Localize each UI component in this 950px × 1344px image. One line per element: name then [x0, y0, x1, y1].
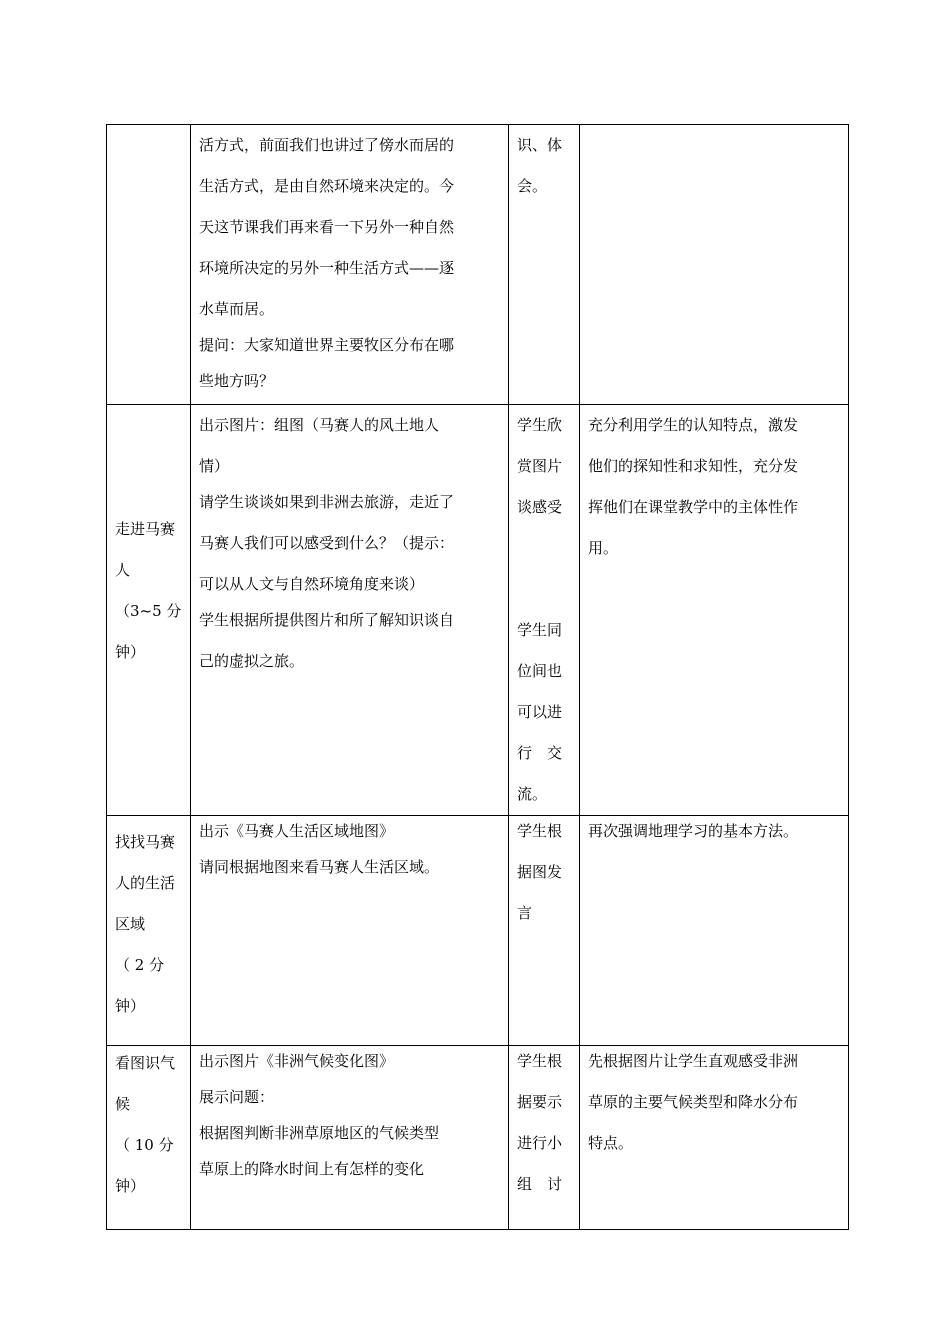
text-line: 出示《马赛人生活区域地图》: [199, 822, 395, 840]
text-line: 根据图判断非洲草原地区的气候类型: [199, 1124, 440, 1142]
text-line: 钟）: [115, 997, 146, 1015]
table-row: [107, 1046, 849, 1230]
text-line: 钟）: [115, 1177, 146, 1195]
text-line: 看图识气: [115, 1054, 176, 1072]
text-line: 己的虚拟之旅。: [199, 652, 305, 670]
text-line: 行 交: [517, 744, 563, 762]
text-line: 进行小: [517, 1134, 563, 1152]
text-line: 出示图片《非洲气候变化图》: [199, 1052, 395, 1070]
text-line: 充分利用学生的认知特点，激发: [588, 416, 799, 434]
table-row: [107, 816, 849, 1046]
text-line: 草原的主要气候类型和降水分布: [588, 1093, 799, 1111]
text-line: 学生同: [517, 621, 563, 639]
text-line: 学生根据所提供图片和所了解知识谈自: [199, 611, 455, 629]
text-line: 活方式，前面我们也讲过了傍水而居的: [199, 136, 455, 154]
lesson-plan-table: [106, 124, 849, 1230]
text-line: 谈感受: [517, 498, 563, 516]
text-line: 人的生活: [115, 874, 176, 892]
text-line: [517, 528, 571, 569]
stage-cell: [107, 405, 191, 816]
text-line: 环境所决定的另外一种生活方式——逐: [199, 259, 455, 277]
text-line: 再次强调地理学习的基本方法。: [588, 822, 799, 840]
activity-cell: [191, 816, 509, 1046]
text-line: 请同根据地图来看马赛人生活区域。: [199, 858, 440, 876]
text-line: 展示问题：: [199, 1088, 275, 1106]
text-line: 走进马赛: [115, 520, 176, 538]
text-line: 位间也: [517, 662, 563, 680]
activity-cell: [191, 125, 509, 405]
text-line: 用。: [588, 539, 619, 557]
text-line: 候: [115, 1095, 131, 1113]
text-line: 人: [115, 561, 131, 579]
activity-cell: [191, 1046, 509, 1230]
text-line: [517, 569, 571, 610]
text-line: 他们的探知性和求知性，充分发: [588, 457, 799, 475]
text-line: 些地方吗？: [199, 372, 275, 390]
text-line: 特点。: [588, 1134, 634, 1152]
student-cell: [509, 405, 580, 816]
text-line: 情）: [199, 457, 230, 475]
text-line: 天这节课我们再来看一下另外一种自然: [199, 218, 455, 236]
stage-cell: [107, 816, 191, 1046]
text-line: 流。: [517, 785, 548, 803]
text-line: 可以从人文与自然环境角度来谈）: [199, 575, 425, 593]
text-line: 学生根: [517, 1052, 563, 1070]
table-row: [107, 125, 849, 405]
stage-cell: [107, 125, 191, 405]
text-line: 水草而居。: [199, 300, 275, 318]
intent-cell: [580, 1046, 849, 1230]
text-line: 学生欣: [517, 416, 563, 434]
intent-cell: [580, 125, 849, 405]
text-line: 言: [517, 904, 533, 922]
text-line: 学生根: [517, 822, 563, 840]
text-line: 可以进: [517, 703, 563, 721]
activity-cell: [191, 405, 509, 816]
student-cell: [509, 125, 580, 405]
student-cell: [509, 1046, 580, 1230]
text-line: （ 2 分: [115, 956, 165, 974]
text-line: 赏图片: [517, 457, 563, 475]
stage-cell: [107, 1046, 191, 1230]
text-line: 识、体: [517, 136, 563, 154]
text-line: 找找马赛: [115, 833, 176, 851]
text-line: 挥他们在课堂教学中的主体性作: [588, 498, 799, 516]
text-line: 钟）: [115, 643, 146, 661]
text-line: 马赛人我们可以感受到什么？（提示：: [199, 534, 455, 552]
text-line: 据要示: [517, 1093, 563, 1111]
text-line: 据图发: [517, 863, 563, 881]
text-line: 会。: [517, 177, 548, 195]
text-line: 草原上的降水时间上有怎样的变化: [199, 1160, 425, 1178]
text-line: 请学生谈谈如果到非洲去旅游，走近了: [199, 493, 455, 511]
text-line: （3~5 分: [115, 602, 182, 620]
text-line: 区域: [115, 915, 146, 933]
text-line: 组 讨: [517, 1175, 563, 1193]
text-line: 先根据图片让学生直观感受非洲: [588, 1052, 799, 1070]
text-line: 出示图片：组图（马赛人的风土地人: [199, 416, 440, 434]
table-row: [107, 405, 849, 816]
intent-cell: [580, 405, 849, 816]
text-line: （ 10 分: [115, 1136, 174, 1154]
student-cell: [509, 816, 580, 1046]
text-line: 提问：大家知道世界主要牧区分布在哪: [199, 336, 455, 354]
text-line: 生活方式，是由自然环境来决定的。今: [199, 177, 455, 195]
intent-cell: [580, 816, 849, 1046]
